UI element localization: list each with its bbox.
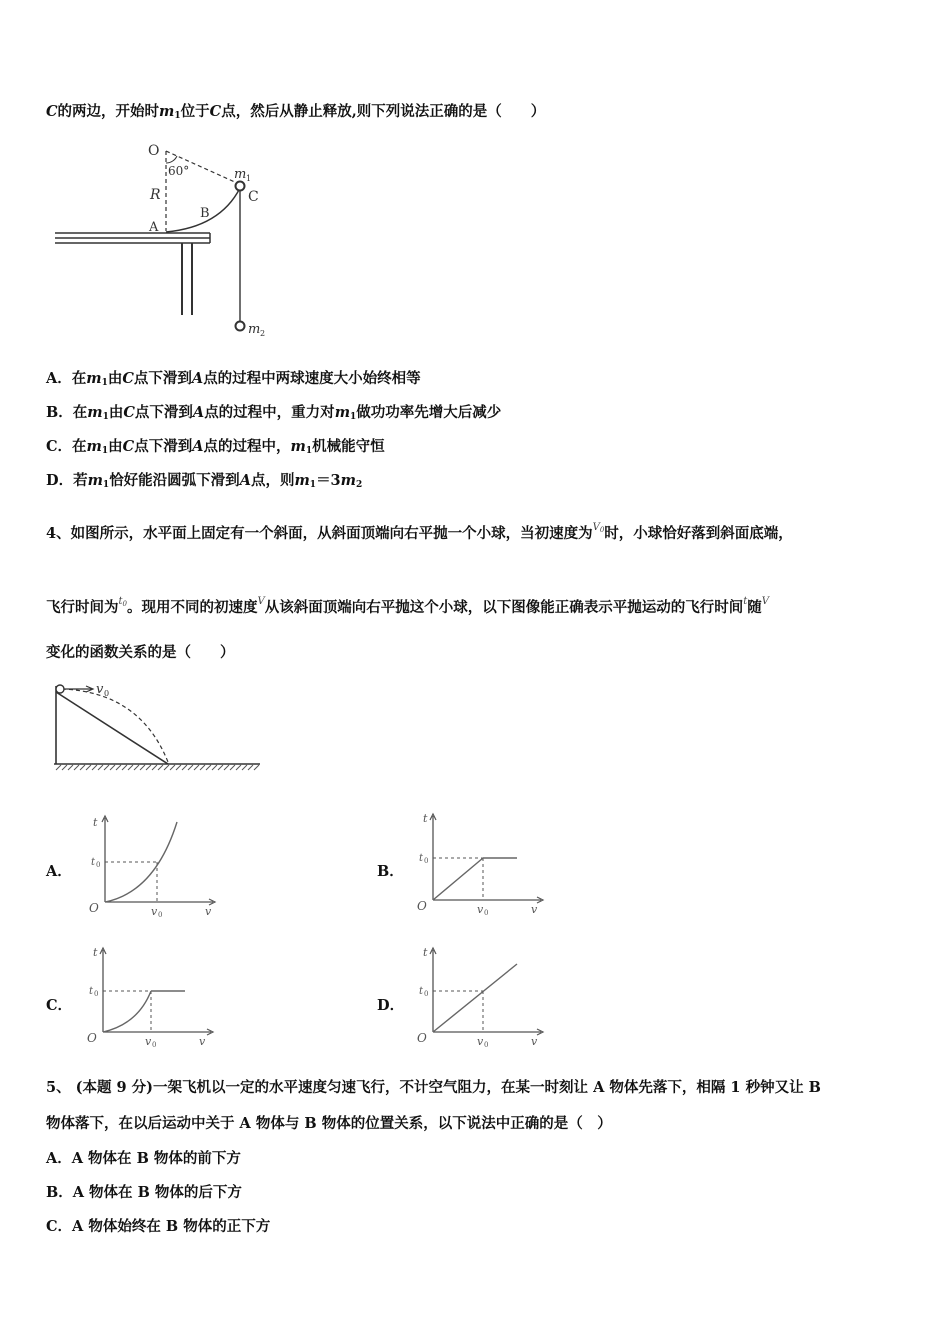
q4-line3: 变化的函数关系的是（ ）: [46, 644, 235, 661]
q4-v: V: [257, 596, 265, 607]
q3-option-b: [46, 403, 501, 427]
graph-d-v0: v: [477, 1035, 484, 1048]
graph-c-t: t: [93, 946, 98, 959]
q5-line1: 5、 (本题 9 分)一架飞机以一定的水平速度匀速飞行，不计空气阻力，在某一时刻让 A 物体先落下，相隔 1 秒钟又让 B: [46, 1079, 821, 1096]
q3-fig-m1-sub: 1: [246, 174, 252, 183]
graph-d-t0-sub: 0: [424, 990, 429, 998]
graph-d-t0: t: [419, 986, 424, 997]
graph-c: [83, 944, 223, 1054]
q3-opt-c-rest: 点下滑到: [134, 438, 193, 455]
q3-opt-d-tail: 点，则: [250, 472, 295, 489]
q4-fig-v0-sub: 0: [104, 689, 110, 698]
graph-c-label: C．: [46, 997, 73, 1014]
q3-stem-c2: C: [209, 103, 222, 120]
q3-fig-r: R: [150, 187, 161, 203]
q4-v2: V: [761, 596, 769, 607]
q4-t0-sub: 0: [122, 600, 127, 608]
q3-fig-a: A: [149, 220, 159, 235]
q5-stem-line2: [46, 1114, 612, 1134]
graph-b-t0-sub: 0: [424, 857, 429, 865]
q5-option-c: [46, 1217, 270, 1237]
q3-fig-c: C: [248, 189, 259, 205]
graph-c-v: v: [199, 1035, 206, 1048]
graph-a-v: v: [205, 905, 212, 918]
q3-opt-d-eq: ＝3: [316, 472, 341, 489]
q3-opt-d-m: m: [87, 472, 103, 489]
q3-opt-d-sub2: 1: [309, 480, 317, 490]
q3-opt-a-you: 由: [107, 370, 123, 387]
q3-stem-text2: 位于: [180, 103, 210, 120]
q3-fig-o: O: [148, 143, 160, 159]
graph-b-o: O: [417, 899, 427, 913]
q3-opt-d-sub3: 2: [356, 480, 363, 490]
q5-line2: 物体落下，在以后运动中关于 A 物体与 B 物体的位置关系，以下说法中正确的是（ ）: [46, 1115, 612, 1132]
graph-d-o: O: [417, 1031, 427, 1045]
graph-a-t: t: [93, 816, 98, 829]
graph-d-t: t: [423, 946, 428, 959]
q3-opt-b-sub2: 1: [350, 412, 357, 422]
graph-a-t0-sub: 0: [96, 861, 101, 869]
q3-stem-text1: 的两边，开始时: [57, 103, 160, 120]
graph-b-v: v: [531, 903, 538, 916]
graph-a-o: O: [89, 901, 99, 915]
q5-stem-line1: [46, 1078, 821, 1098]
graph-b-v0: v: [477, 903, 484, 916]
q3-opt-b-m: m: [87, 404, 103, 421]
q3-opt-d-m2: m: [294, 472, 310, 489]
q3-opt-a-tail: 点的过程中两球速度大小始终相等: [203, 370, 421, 387]
q3-opt-b-tail2: 做功功率先增大后减少: [356, 404, 502, 421]
q3-option-d: [46, 471, 362, 495]
q3-opt-b-rest: 点下滑到: [134, 404, 193, 421]
q4-line2c: 从该斜面顶端向右平抛这个小球，以下图像能正确表示平抛运动的飞行时间: [264, 599, 744, 616]
graph-d: [413, 944, 553, 1054]
q3-stem-m: m: [159, 103, 175, 120]
q3-opt-b-m2: m: [334, 404, 351, 421]
q4-fig-v0: v: [96, 682, 104, 697]
q3-opt-d-a: A: [239, 472, 251, 489]
graph-c-t0: t: [89, 986, 94, 997]
q3-opt-d-rest: 恰好能沿圆弧下滑到: [109, 472, 240, 489]
q4-line2b: 。现用不同的初速度: [127, 599, 258, 616]
q4-stem-line3: [46, 643, 235, 663]
q3-opt-c-label: C．在: [46, 438, 87, 455]
graph-d-label: D．: [377, 997, 405, 1014]
q3-opt-a-c: C: [122, 370, 134, 387]
q5-option-b: [46, 1183, 242, 1203]
graph-c-t0-sub: 0: [94, 990, 99, 998]
graph-c-v0: v: [145, 1035, 152, 1048]
q3-fig-m2: m: [248, 322, 261, 337]
q5-opt-c-text: C．A 物体始终在 B 物体的正下方: [46, 1218, 271, 1235]
q4-line1b: 时，小球恰好落到斜面底端，: [604, 525, 793, 542]
q3-opt-a-a: A: [191, 370, 204, 387]
q3-opt-c-tail: 点的过程中，: [203, 438, 291, 455]
q3-opt-b-sub: 1: [102, 412, 109, 422]
graph-a-t0: t: [91, 857, 96, 868]
q3-opt-c-c: C: [122, 438, 135, 455]
q3-stem-sub: 1: [174, 111, 181, 121]
q4-line1a: 4、如图所示，水平面上固定有一个斜面，从斜面顶端向右平抛一个小球，当初速度为: [46, 525, 593, 542]
q3-opt-d-m3: m: [340, 472, 356, 489]
graph-a-v0-sub: 0: [158, 911, 163, 919]
q3-opt-b-c: C: [123, 404, 135, 421]
graph-c-v0-sub: 0: [152, 1041, 157, 1049]
q3-opt-d-sub: 1: [102, 480, 110, 490]
graph-d-v: v: [531, 1035, 538, 1048]
q3-opt-a-sub: 1: [101, 378, 108, 388]
q4-stem-line1: [46, 518, 793, 544]
graph-c-o: O: [87, 1031, 97, 1045]
graph-a-v0: v: [151, 905, 158, 918]
q5-opt-a-text: A．A 物体在 B 物体的前下方: [46, 1150, 241, 1167]
q3-opt-c-you: 由: [108, 438, 123, 455]
q3-fig-b: B: [200, 206, 210, 221]
q3-opt-a-label: A．在: [46, 370, 87, 387]
q3-stem: [46, 102, 545, 126]
graph-b: [413, 810, 553, 920]
q3-option-c: [46, 437, 385, 461]
graph-b-v0-sub: 0: [484, 909, 489, 917]
q3-opt-c-tail2: 机械能守恒: [312, 438, 385, 455]
q3-opt-c-m2: m: [290, 438, 306, 455]
graph-a-label: A．: [46, 863, 72, 880]
q3-stem-c: C: [46, 103, 58, 120]
q4-stem-line2: [46, 592, 769, 618]
q3-fig-m1: m: [234, 167, 247, 182]
q3-opt-c-sub: 1: [101, 446, 109, 456]
q4-incline-figure: [50, 678, 265, 778]
q3-option-a: [46, 369, 421, 393]
q5-option-a: [46, 1149, 241, 1169]
graph-b-label: B．: [377, 863, 404, 880]
q3-stem-text3: 点，然后从静止释放,则下列说法正确的是（ ）: [221, 103, 546, 120]
q4-v0-sub: 0: [599, 526, 605, 534]
q3-opt-b-a: A: [192, 404, 205, 421]
q4-t0: t: [118, 596, 123, 607]
q3-opt-a-m: m: [86, 370, 102, 387]
q3-opt-a-rest: 点下滑到: [133, 370, 192, 387]
q3-opt-d-label: D．若: [46, 472, 88, 489]
q3-opt-b-tail: 点的过程中，重力对: [204, 404, 335, 421]
graph-a: [85, 812, 225, 922]
graph-b-t: t: [423, 812, 428, 825]
q4-line2d: 随: [747, 599, 762, 616]
q4-t: t: [743, 596, 748, 607]
q4-line2a: 飞行时间为: [46, 599, 119, 616]
q3-opt-b-label: B．在: [46, 404, 88, 421]
graph-b-t0: t: [419, 853, 424, 864]
q3-opt-c-sub2: 1: [305, 446, 313, 456]
q3-opt-c-a: A: [192, 438, 204, 455]
graph-d-v0-sub: 0: [484, 1041, 489, 1049]
q3-figure: [50, 135, 290, 350]
q3-opt-c-m: m: [86, 438, 102, 455]
q5-opt-b-text: B．A 物体在 B 物体的后下方: [46, 1184, 242, 1201]
q3-fig-m2-sub: 2: [260, 329, 266, 338]
q4-v0: V: [592, 522, 600, 533]
q3-fig-angle: 60°: [168, 164, 190, 178]
q3-opt-b-you: 由: [108, 404, 124, 421]
